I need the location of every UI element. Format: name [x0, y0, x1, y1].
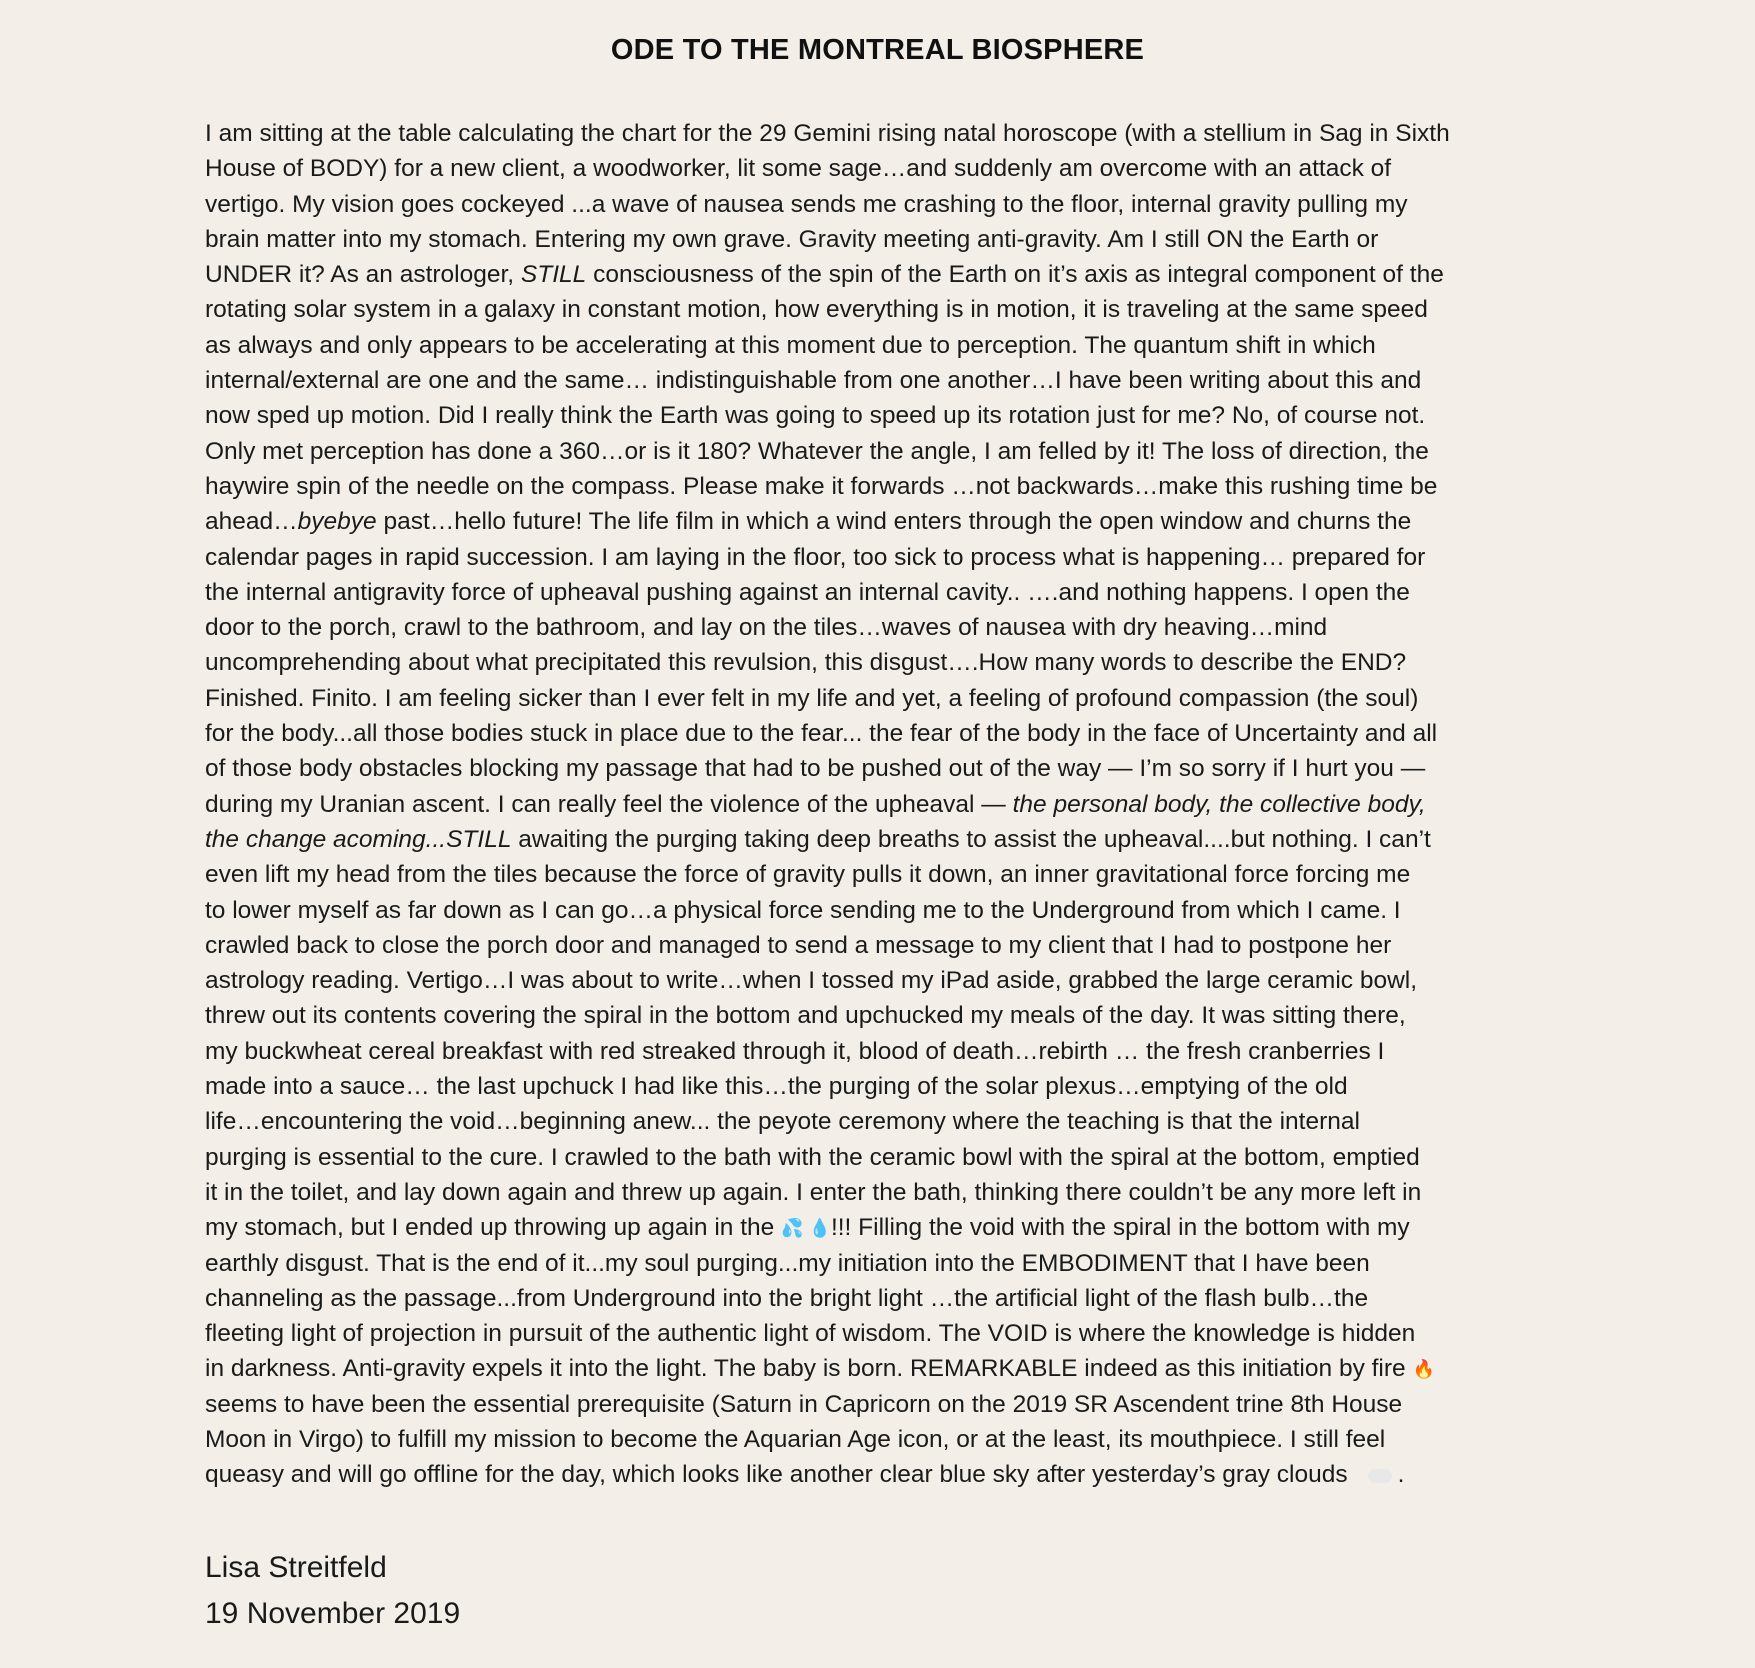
body-line: threw out its contents covering the spiral in the bottom and upchucked my meals of the day. It was sitting there, [205, 1002, 1406, 1030]
body-line: I am sitting at the table calculating the chart for the 29 Gemini rising natal horoscope (with a stellium in Sag in Sixth [205, 120, 1450, 147]
body-line [205, 1351, 1585, 1386]
line-text: past…hello future! The life film in which a wind enters through the open window and churns the [376, 508, 1412, 536]
line-italic-text: the change acoming...STILL [205, 825, 512, 853]
line-text: my stomach, but I ended up throwing up again in the [205, 1214, 782, 1242]
body-line: Finished. Finito. I am feeling sicker than I ever felt in my life and yet, a feeling of profound compassion (the soul) [205, 684, 1419, 712]
body-line [205, 822, 1585, 857]
body-line: door to the porch, crawl to the bathroom, and lay on the tiles…waves of nausea with dry heaving…mind [205, 614, 1328, 642]
body-line: the internal antigravity force of upheaval pushing against an internal cavity.. ….and nothing happens. I open the [205, 578, 1410, 606]
line-text: awaiting the purging taking deep breaths to assist the upheaval....but nothing. I can’t [511, 825, 1431, 853]
body-line: crawled back to close the porch door and managed to send a message to my client that I had to postpone her [205, 931, 1392, 959]
body-line: Moon in Virgo) to fulfill my mission to become the Aquarian Age icon, or at the least, its mouthpiece. I still feel [205, 1425, 1386, 1453]
line-text: consciousness of the spin of the Earth on it’s axis as integral component of the [586, 261, 1444, 289]
body-line: purging is essential to the cure. I crawled to the bath with the ceramic bowl with the spiral at the bottom, emptied [205, 1143, 1420, 1171]
body-line: channeling as the passage...from Underground into the bright light …the artificial light of the flash bulb…the [205, 1284, 1369, 1312]
body-line: brain matter into my stomach. Entering my own grave. Gravity meeting anti-gravity. Am I still ON the Earth or [205, 225, 1379, 253]
body-line: House of BODY) for a new client, a woodworker, lit some sage…and suddenly am overcome with an attack of [205, 155, 1392, 183]
emoji-icon: 🔥 [1412, 1359, 1435, 1380]
emoji-icon: 💦 💧 [781, 1218, 831, 1239]
body-line: haywire spin of the needle on the compass. Please make it forwards …not backwards…make this rushing time be [205, 472, 1438, 500]
line-text: !!! Filling the void with the spiral in the bottom with my [830, 1214, 1410, 1242]
body-line: life…encountering the void…beginning anew... the peyote ceremony where the teaching is that the internal [205, 1108, 1360, 1136]
author-name: Lisa Streitfeld [205, 1551, 387, 1584]
signature-block [205, 1545, 460, 1637]
body-line: of those body obstacles blocking my passage that had to be pushed out of the way — I’m so sorry if I hurt you — [205, 755, 1426, 783]
body-line: earthly disgust. That is the end of it...my soul purging...my initiation into the EMBODIMENT that I have been [205, 1249, 1370, 1277]
body-line: even lift my head from the tiles because the force of gravity pulls it down, an inner gravitational force forcing me [205, 861, 1411, 889]
line-text: . [1397, 1461, 1405, 1489]
line-text: in darkness. Anti-gravity expels it into the light. The baby is born. REMARKABLE indeed as this initiation by fire [205, 1355, 1413, 1383]
document-body [205, 116, 1585, 1493]
body-line: fleeting light of projection in pursuit of the authentic light of wisdom. The VOID is where the knowledge is hidden [205, 1320, 1416, 1348]
body-line [205, 257, 1585, 292]
body-line: Only met perception has done a 360…or is it 180? Whatever the angle, I am felled by it! The loss of direction, the [205, 437, 1429, 465]
body-line: to lower myself as far down as I can go…a physical force sending me to the Underground from which I came. I [205, 896, 1401, 924]
body-line: for the body...all those bodies stuck in place due to the fear... the fear of the body in the face of Uncertainty and all [205, 720, 1438, 748]
body-line: internal/external are one and the same… indistinguishable from one another…I have been writing about this and [205, 367, 1422, 395]
body-line: made into a sauce… the last upchuck I had like this…the purging of the solar plexus…emptying of the old [205, 1073, 1348, 1101]
body-line [205, 1457, 1585, 1492]
body-line: calendar pages in rapid succession. I am laying in the floor, too sick to process what is happening… prepared for [205, 543, 1426, 571]
line-text: UNDER it? As an astrologer, [205, 261, 521, 289]
cloud-icon [1368, 1469, 1392, 1483]
body-line [205, 1210, 1585, 1245]
line-italic-text: STILL [520, 261, 587, 289]
line-italic-text: the personal body, the collective body, [1012, 790, 1426, 818]
body-line: astrology reading. Vertigo…I was about to write…when I tossed my iPad aside, grabbed the large ceramic bowl, [205, 967, 1418, 995]
line-text: queasy and will go offline for the day, which looks like another clear blue sky after yesterday’s gray clouds [205, 1461, 1348, 1489]
body-line: vertigo. My vision goes cockeyed ...a wave of nausea sends me crashing to the floor, internal gravity pulling my [205, 190, 1408, 218]
document-date: 19 November 2019 [205, 1597, 461, 1630]
body-line [205, 504, 1585, 539]
line-italic-text: byebye [297, 508, 377, 536]
document-title: ODE TO THE MONTREAL BIOSPHERE [610, 34, 1145, 66]
body-line: rotating solar system in a galaxy in constant motion, how everything is in motion, it is traveling at the same speed [205, 296, 1428, 324]
body-line: my buckwheat cereal breakfast with red streaked through it, blood of death…rebirth … the fresh cranberries I [205, 1037, 1385, 1065]
line-text: ahead… [205, 508, 298, 536]
body-line: as always and only appears to be accelerating at this moment due to perception. The quantum shift in which [205, 331, 1376, 359]
body-line: uncomprehending about what precipitated this revulsion, this disgust….How many words to describe the END? [205, 649, 1407, 677]
line-text: during my Uranian ascent. I can really feel the violence of the upheaval — [205, 790, 1013, 818]
body-line: seems to have been the essential prerequisite (Saturn in Capricorn on the 2019 SR Ascendent trine 8th House [205, 1390, 1403, 1418]
body-line [205, 787, 1585, 822]
body-line: it in the toilet, and lay down again and threw up again. I enter the bath, thinking there couldn’t be any more left in [205, 1178, 1422, 1206]
body-line: now sped up motion. Did I really think the Earth was going to speed up its rotation just for me? No, of course not. [205, 402, 1426, 430]
